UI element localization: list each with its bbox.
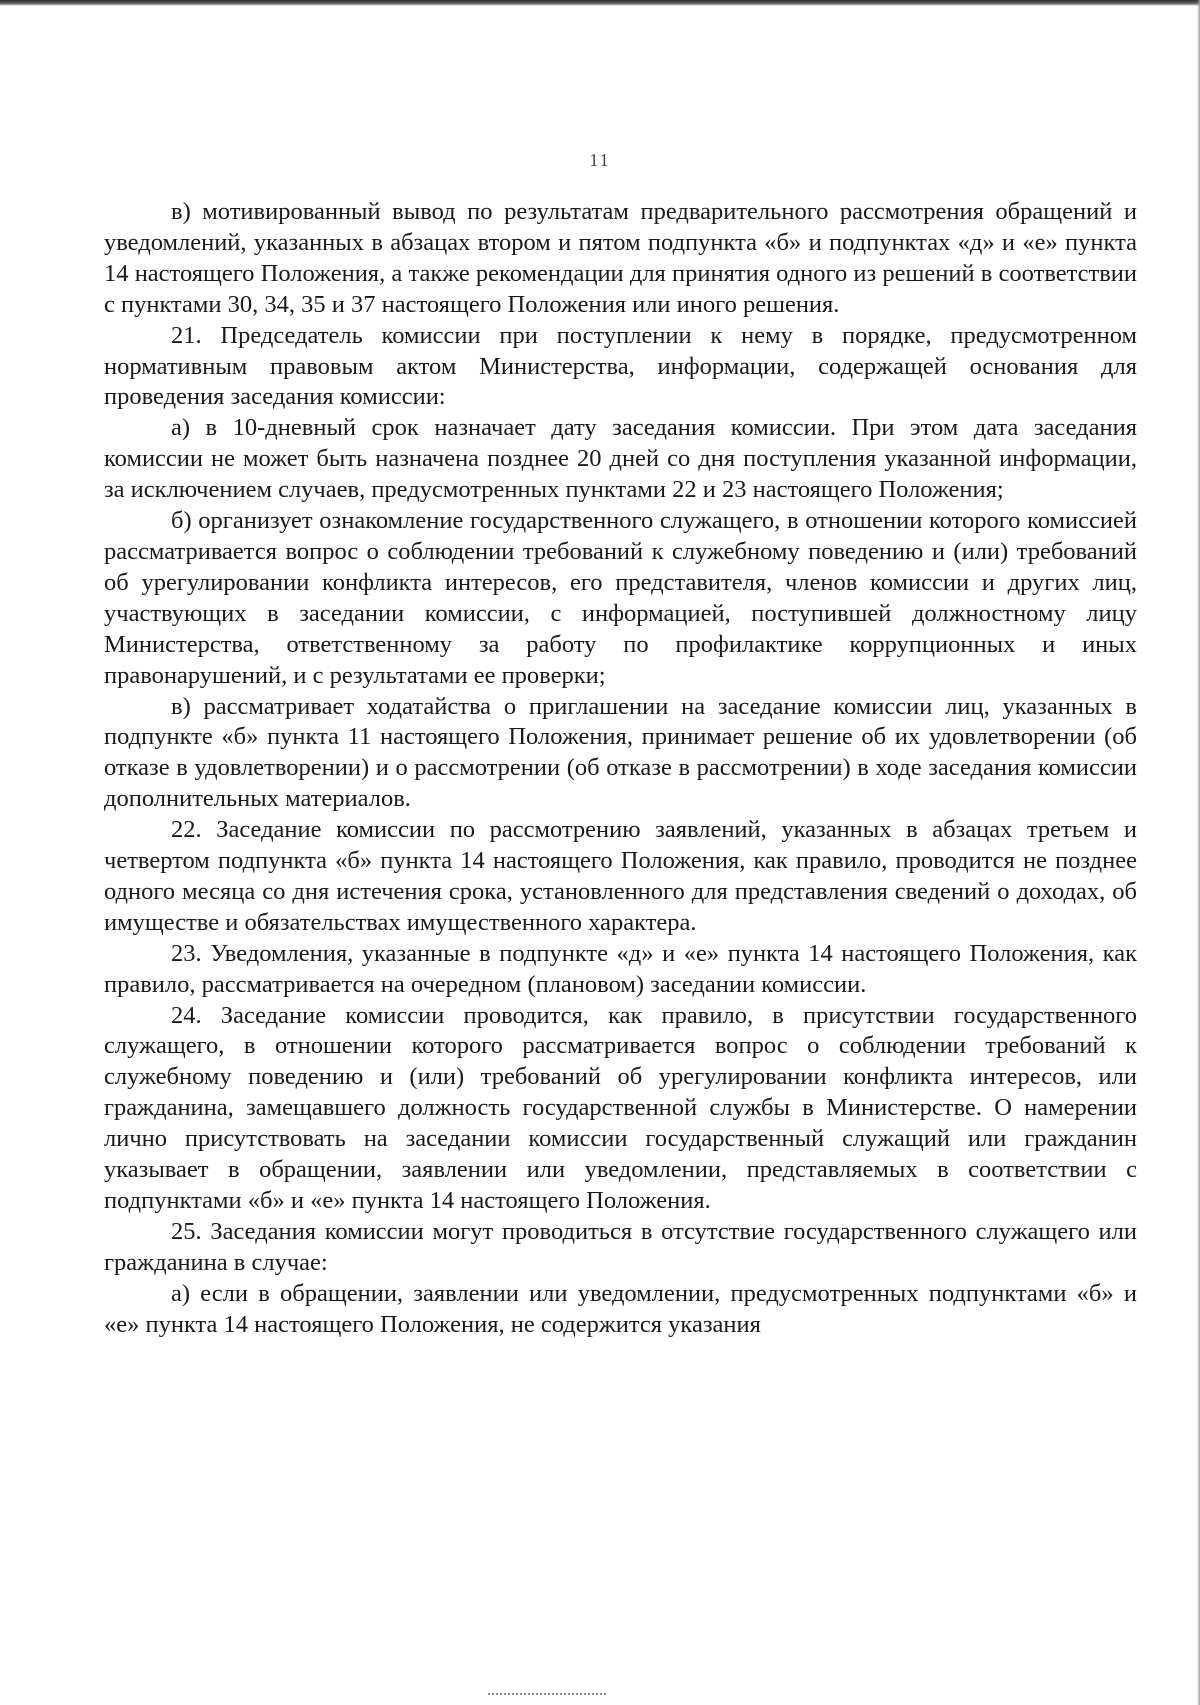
paragraph-22: 22. Заседание комиссии по рассмотрению заявлений, указанных в абзацах третьем и четвертом подпункта «б» пункта 14 настоящего Положения, как правило, проводится не позднее одного месяца со дня истечения срока, установленного для представления сведений о доходах, об имуществе и обязательствах имущественного характера.: [104, 816, 1137, 936]
page-number: 11: [589, 150, 611, 170]
scan-bottom-mark: [488, 1693, 606, 1695]
paragraph-20v: в) мотивированный вывод по результатам предварительного рассмотрения обращений и уведомлений, указанных в абзацах втором и пятом подпункта «б» и подпунктах «д» и «е» пункта 14 настоящего Положения, а также рекомендации для принятия одного из решений в соответствии с пунктами 30, 34, 35 и 37 настоящего Положения или иного решения.: [104, 198, 1137, 318]
paragraph-21a: а) в 10-дневный срок назначает дату заседания комиссии. При этом дата заседания комиссии не может быть назначена позднее 20 дней со дня поступления указанной информации, за исключением случаев, предусмотренных пунктами 22 и 23 настоящего Положения;: [104, 414, 1137, 504]
document-body: [104, 197, 1137, 1341]
paragraph-21b: б) организует ознакомление государственного служащего, в отношении которого комиссией рассматривается вопрос о соблюдении требований к служебному поведению и (или) требований об урегулировании конфликта интересов, его представителя, членов комиссии и других лиц, участвующих в заседании комиссии, с информацией, поступившей должностному лицу Министерства, ответственному за работу по профилактике коррупционных и иных правонарушений, и с результатами ее проверки;: [104, 507, 1137, 689]
paragraph-24: 24. Заседание комиссии проводится, как правило, в присутствии государственного служащего, в отношении которого рассматривается вопрос о соблюдении требований к служебному поведению и (или) требований об урегулировании конфликта интересов, или гражданина, замещавшего должность государственной службы в Министерстве. О намерении лично присутствовать на заседании комиссии государственный служащий или гражданин указывает в обращении, заявлении или уведомлении, представляемых в соответствии с подпунктами «б» и «е» пункта 14 настоящего Положения.: [104, 1001, 1137, 1214]
paragraph-21v: в) рассматривает ходатайства о приглашении на заседание комиссии лиц, указанных в подпункте «б» пункта 11 настоящего Положения, принимает решение об их удовлетворении (об отказе в удовлетворении) и о рассмотрении (об отказе в рассмотрении) в ходе заседания комиссии дополнительных материалов.: [104, 692, 1137, 813]
paragraph-21: 21. Председатель комиссии при поступлении к нему в порядке, предусмотренном нормативным правовым актом Министерства, информации, содержащей основания для проведения заседания комиссии:: [104, 321, 1137, 411]
paragraph-25a: а) если в обращении, заявлении или уведомлении, предусмотренных подпунктами «б» и «е» пункта 14 настоящего Положения, не содержится указания: [104, 1279, 1137, 1338]
paragraph-25: 25. Заседания комиссии могут проводиться в отсутствие государственного служащего или гражданина в случае:: [104, 1217, 1137, 1276]
paragraph-23: 23. Уведомления, указанные в подпункте «д» и «е» пункта 14 настоящего Положения, как правило, рассматривается на очередном (плановом) заседании комиссии.: [104, 939, 1137, 998]
scan-top-border: [0, 0, 1200, 6]
